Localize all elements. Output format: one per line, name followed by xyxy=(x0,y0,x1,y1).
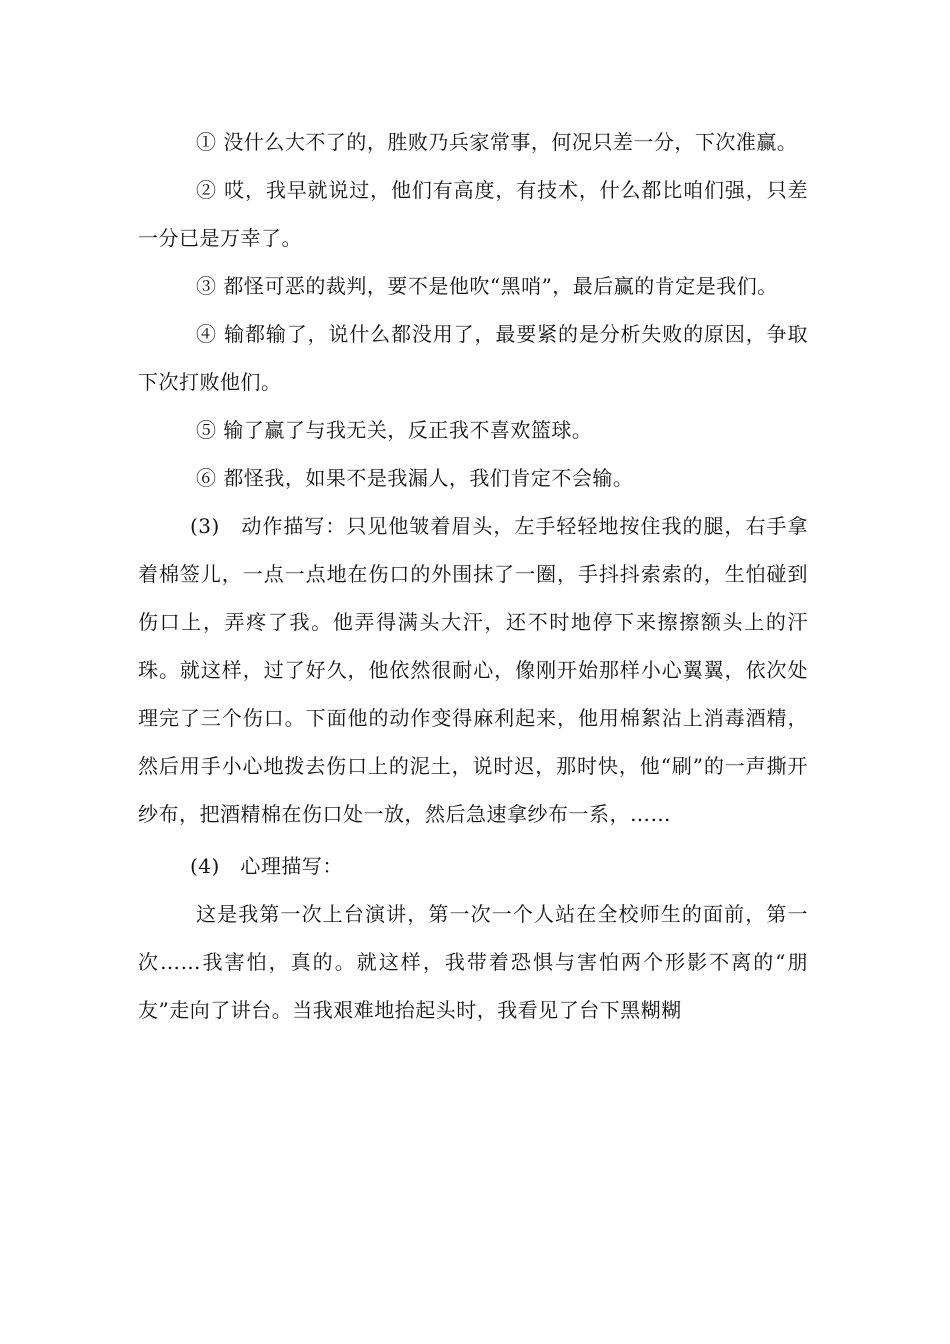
option-paragraph-5: ⑤ 输了赢了与我无关，反正我不喜欢篮球。 xyxy=(196,418,593,442)
option-paragraph-4: ④ 输都输了，说什么都没用了，最要紧的是分析失败的原因，争取下次打败他们。 xyxy=(138,322,808,394)
action-description-paragraph: (3) 动作描写：只见他皱着眉头，左手轻轻地按住我的腿，右手拿着棉签儿，一点一点地在伤口的外围抹了一圈，手抖抖索索的，生怕碰到伤口上，弄疼了我。他弄得满头大汗，还不时地停下来擦擦额头上的汗珠。就这样，过了好久，他依然很耐心，像刚开始那样小心翼翼，依次处理完了三个伤口。下面他的动作变得麻利起来，他用棉絮沾上消毒酒精，然后用手小心地拨去伤口上的泥土，说时迟，那时快，他“刷”的一声撕开纱布，把酒精棉在伤口处一放，然后急速拿纱布一系，…… xyxy=(138,514,808,826)
option-paragraph-2: ② 哎，我早就说过，他们有高度，有技术，什么都比咱们强，只差一分已是万幸了。 xyxy=(138,178,808,250)
psychological-description-heading: (4) 心理描写： xyxy=(190,854,343,878)
option-paragraph-3: ③ 都怪可恶的裁判，要不是他吹“黑哨”，最后赢的肯定是我们。 xyxy=(196,274,778,298)
option-paragraph-1: ① 没什么大不了的，胜败乃兵家常事，何况只差一分，下次准赢。 xyxy=(196,130,798,154)
document-body xyxy=(138,118,808,1034)
speech-paragraph: 这是我第一次上台演讲，第一次一个人站在全校师生的面前，第一次……我害怕，真的。就这样，我带着恐惧与害怕两个形影不离的“朋友”走向了讲台。当我艰难地抬起头时，我看见了台下黑糊糊 xyxy=(138,902,808,1022)
option-paragraph-6: ⑥ 都怪我，如果不是我漏人，我们肯定不会输。 xyxy=(196,466,634,490)
